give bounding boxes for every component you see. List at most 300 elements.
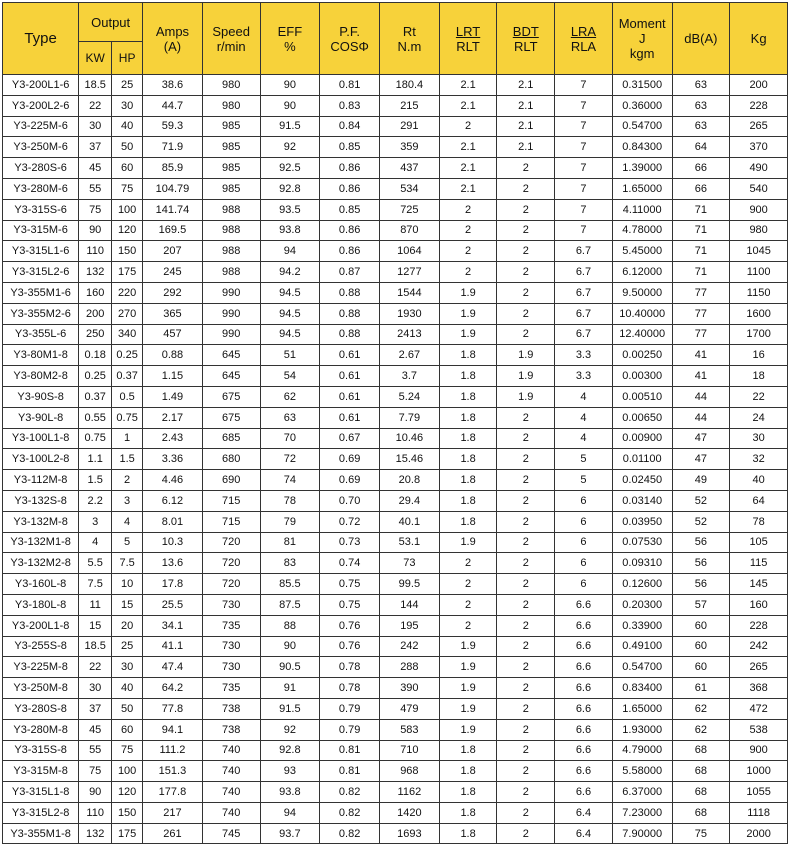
cell-db: 68 xyxy=(672,802,730,823)
cell-hp: 100 xyxy=(112,199,143,220)
cell-speed: 720 xyxy=(202,553,260,574)
cell-kg: 368 xyxy=(730,678,788,699)
cell-kg: 265 xyxy=(730,116,788,137)
cell-eff: 70 xyxy=(260,428,320,449)
cell-kw: 2.2 xyxy=(79,490,112,511)
cell-bdt: 2 xyxy=(497,449,555,470)
cell-type: Y3-315L2-8 xyxy=(3,802,79,823)
table-row xyxy=(3,116,788,137)
table-row xyxy=(3,490,788,511)
cell-eff: 78 xyxy=(260,490,320,511)
cell-kw: 11 xyxy=(79,594,112,615)
cell-speed: 985 xyxy=(202,158,260,179)
cell-speed: 720 xyxy=(202,532,260,553)
cell-lra: 6.4 xyxy=(555,823,613,844)
cell-amps: 94.1 xyxy=(143,719,203,740)
cell-amps: 4.46 xyxy=(143,470,203,491)
cell-hp: 120 xyxy=(112,220,143,241)
cell-kw: 18.5 xyxy=(79,636,112,657)
cell-speed: 740 xyxy=(202,761,260,782)
cell-amps: 85.9 xyxy=(143,158,203,179)
cell-kg: 228 xyxy=(730,95,788,116)
cell-lrt: 1.8 xyxy=(439,511,497,532)
cell-db: 71 xyxy=(672,262,730,283)
cell-moment: 6.37000 xyxy=(612,782,672,803)
cell-pf: 0.78 xyxy=(320,678,380,699)
cell-kw: 37 xyxy=(79,698,112,719)
cell-amps: 47.4 xyxy=(143,657,203,678)
cell-kg: 472 xyxy=(730,698,788,719)
cell-rt: 1064 xyxy=(380,241,440,262)
cell-eff: 93.5 xyxy=(260,199,320,220)
cell-hp: 30 xyxy=(112,95,143,116)
cell-bdt: 1.9 xyxy=(497,386,555,407)
cell-hp: 2 xyxy=(112,470,143,491)
cell-lra: 5 xyxy=(555,449,613,470)
cell-kg: 265 xyxy=(730,657,788,678)
cell-amps: 25.5 xyxy=(143,594,203,615)
cell-hp: 1 xyxy=(112,428,143,449)
cell-eff: 93.8 xyxy=(260,782,320,803)
cell-db: 62 xyxy=(672,698,730,719)
cell-eff: 54 xyxy=(260,366,320,387)
cell-kw: 37 xyxy=(79,137,112,158)
cell-db: 44 xyxy=(672,386,730,407)
cell-rt: 15.46 xyxy=(380,449,440,470)
cell-lrt: 2.1 xyxy=(439,75,497,96)
cell-type: Y3-132M2-8 xyxy=(3,553,79,574)
cell-moment: 9.50000 xyxy=(612,282,672,303)
cell-rt: 583 xyxy=(380,719,440,740)
table-row xyxy=(3,407,788,428)
cell-lrt: 1.8 xyxy=(439,802,497,823)
cell-bdt: 2 xyxy=(497,594,555,615)
cell-type: Y3-100L2-8 xyxy=(3,449,79,470)
cell-kw: 30 xyxy=(79,678,112,699)
cell-db: 68 xyxy=(672,782,730,803)
cell-pf: 0.61 xyxy=(320,386,380,407)
table-row xyxy=(3,823,788,844)
cell-lra: 7 xyxy=(555,199,613,220)
cell-bdt: 2 xyxy=(497,802,555,823)
cell-lra: 6.7 xyxy=(555,303,613,324)
cell-rt: 1277 xyxy=(380,262,440,283)
cell-eff: 94.5 xyxy=(260,324,320,345)
cell-bdt: 2 xyxy=(497,636,555,657)
cell-kw: 18.5 xyxy=(79,75,112,96)
cell-moment: 0.84300 xyxy=(612,137,672,158)
cell-amps: 177.8 xyxy=(143,782,203,803)
cell-type: Y3-355M1-8 xyxy=(3,823,79,844)
cell-eff: 79 xyxy=(260,511,320,532)
cell-rt: 1162 xyxy=(380,782,440,803)
cell-eff: 74 xyxy=(260,470,320,491)
cell-lra: 7 xyxy=(555,220,613,241)
cell-kg: 1055 xyxy=(730,782,788,803)
cell-db: 60 xyxy=(672,615,730,636)
cell-rt: 180.4 xyxy=(380,75,440,96)
cell-db: 52 xyxy=(672,511,730,532)
cell-moment: 0.03950 xyxy=(612,511,672,532)
cell-db: 41 xyxy=(672,345,730,366)
cell-amps: 71.9 xyxy=(143,137,203,158)
cell-moment: 7.90000 xyxy=(612,823,672,844)
cell-hp: 40 xyxy=(112,678,143,699)
table-row xyxy=(3,178,788,199)
cell-hp: 25 xyxy=(112,75,143,96)
cell-pf: 0.61 xyxy=(320,407,380,428)
cell-type: Y3-315M-8 xyxy=(3,761,79,782)
cell-hp: 220 xyxy=(112,282,143,303)
cell-speed: 988 xyxy=(202,199,260,220)
cell-hp: 5 xyxy=(112,532,143,553)
cell-lra: 5 xyxy=(555,470,613,491)
cell-kg: 24 xyxy=(730,407,788,428)
cell-kw: 90 xyxy=(79,220,112,241)
cell-bdt: 2 xyxy=(497,615,555,636)
cell-hp: 7.5 xyxy=(112,553,143,574)
cell-lrt: 2 xyxy=(439,262,497,283)
cell-amps: 104.79 xyxy=(143,178,203,199)
cell-moment: 4.11000 xyxy=(612,199,672,220)
cell-lra: 7 xyxy=(555,137,613,158)
cell-pf: 0.75 xyxy=(320,574,380,595)
cell-db: 56 xyxy=(672,532,730,553)
cell-rt: 10.46 xyxy=(380,428,440,449)
cell-kg: 1118 xyxy=(730,802,788,823)
cell-hp: 175 xyxy=(112,823,143,844)
cell-db: 68 xyxy=(672,761,730,782)
cell-amps: 64.2 xyxy=(143,678,203,699)
cell-lrt: 1.9 xyxy=(439,636,497,657)
cell-kg: 900 xyxy=(730,740,788,761)
cell-kg: 64 xyxy=(730,490,788,511)
cell-type: Y3-90L-8 xyxy=(3,407,79,428)
cell-pf: 0.67 xyxy=(320,428,380,449)
cell-moment: 0.12600 xyxy=(612,574,672,595)
cell-moment: 0.54700 xyxy=(612,657,672,678)
cell-rt: 534 xyxy=(380,178,440,199)
cell-eff: 92 xyxy=(260,137,320,158)
cell-type: Y3-160L-8 xyxy=(3,574,79,595)
cell-kg: 980 xyxy=(730,220,788,241)
cell-rt: 1420 xyxy=(380,802,440,823)
cell-type: Y3-225M-8 xyxy=(3,657,79,678)
cell-moment: 1.65000 xyxy=(612,698,672,719)
cell-rt: 195 xyxy=(380,615,440,636)
cell-speed: 740 xyxy=(202,782,260,803)
cell-kg: 900 xyxy=(730,199,788,220)
cell-kg: 22 xyxy=(730,386,788,407)
cell-pf: 0.88 xyxy=(320,324,380,345)
cell-rt: 242 xyxy=(380,636,440,657)
cell-kg: 160 xyxy=(730,594,788,615)
cell-kw: 0.37 xyxy=(79,386,112,407)
cell-eff: 92.5 xyxy=(260,158,320,179)
cell-hp: 100 xyxy=(112,761,143,782)
cell-bdt: 2 xyxy=(497,761,555,782)
cell-bdt: 2 xyxy=(497,823,555,844)
cell-kw: 0.18 xyxy=(79,345,112,366)
cell-bdt: 2 xyxy=(497,178,555,199)
cell-rt: 20.8 xyxy=(380,470,440,491)
cell-kw: 132 xyxy=(79,823,112,844)
cell-moment: 1.39000 xyxy=(612,158,672,179)
cell-type: Y3-250M-6 xyxy=(3,137,79,158)
table-row xyxy=(3,220,788,241)
header-kg: Kg xyxy=(730,3,788,75)
cell-rt: 390 xyxy=(380,678,440,699)
header-amps-label: Amps xyxy=(155,23,190,39)
header-moment xyxy=(612,3,672,75)
cell-speed: 685 xyxy=(202,428,260,449)
cell-hp: 0.5 xyxy=(112,386,143,407)
cell-db: 61 xyxy=(672,678,730,699)
cell-lra: 6.6 xyxy=(555,636,613,657)
header-eff-label: EFF xyxy=(277,23,303,39)
cell-pf: 0.88 xyxy=(320,303,380,324)
cell-kw: 4 xyxy=(79,532,112,553)
cell-speed: 988 xyxy=(202,220,260,241)
cell-bdt: 2 xyxy=(497,428,555,449)
cell-pf: 0.81 xyxy=(320,761,380,782)
cell-speed: 980 xyxy=(202,75,260,96)
cell-type: Y3-315S-8 xyxy=(3,740,79,761)
cell-eff: 81 xyxy=(260,532,320,553)
header-lrt-denominator: RLT xyxy=(456,38,480,54)
cell-pf: 0.86 xyxy=(320,241,380,262)
cell-db: 63 xyxy=(672,95,730,116)
header-kw: KW xyxy=(79,42,112,75)
cell-amps: 0.88 xyxy=(143,345,203,366)
header-moment-unit: kgm xyxy=(629,46,655,61)
cell-amps: 6.12 xyxy=(143,490,203,511)
cell-bdt: 2.1 xyxy=(497,116,555,137)
cell-eff: 90 xyxy=(260,636,320,657)
cell-speed: 680 xyxy=(202,449,260,470)
cell-hp: 25 xyxy=(112,636,143,657)
cell-kw: 55 xyxy=(79,178,112,199)
cell-lrt: 2 xyxy=(439,574,497,595)
cell-db: 77 xyxy=(672,282,730,303)
cell-pf: 0.81 xyxy=(320,75,380,96)
table-row xyxy=(3,324,788,345)
cell-bdt: 2 xyxy=(497,470,555,491)
cell-amps: 169.5 xyxy=(143,220,203,241)
cell-moment: 7.23000 xyxy=(612,802,672,823)
cell-amps: 365 xyxy=(143,303,203,324)
cell-moment: 0.36000 xyxy=(612,95,672,116)
cell-type: Y3-315L2-6 xyxy=(3,262,79,283)
cell-bdt: 2 xyxy=(497,407,555,428)
cell-type: Y3-315M-6 xyxy=(3,220,79,241)
cell-amps: 292 xyxy=(143,282,203,303)
header-pf-label: P.F. xyxy=(339,23,360,39)
cell-kg: 1600 xyxy=(730,303,788,324)
table-row xyxy=(3,615,788,636)
cell-db: 56 xyxy=(672,574,730,595)
cell-db: 64 xyxy=(672,137,730,158)
header-hp: HP xyxy=(112,42,143,75)
header-speed-unit: r/min xyxy=(216,38,246,54)
cell-amps: 245 xyxy=(143,262,203,283)
cell-moment: 0.00300 xyxy=(612,366,672,387)
cell-bdt: 2 xyxy=(497,574,555,595)
cell-rt: 3.7 xyxy=(380,366,440,387)
cell-amps: 457 xyxy=(143,324,203,345)
cell-eff: 94.5 xyxy=(260,282,320,303)
cell-pf: 0.85 xyxy=(320,199,380,220)
cell-kw: 15 xyxy=(79,615,112,636)
cell-amps: 207 xyxy=(143,241,203,262)
cell-rt: 40.1 xyxy=(380,511,440,532)
cell-type: Y3-280S-6 xyxy=(3,158,79,179)
cell-speed: 730 xyxy=(202,636,260,657)
cell-type: Y3-355M1-6 xyxy=(3,282,79,303)
table-row xyxy=(3,386,788,407)
header-bdt-denominator: RLT xyxy=(513,38,538,54)
cell-lra: 7 xyxy=(555,75,613,96)
cell-kg: 105 xyxy=(730,532,788,553)
cell-kw: 0.55 xyxy=(79,407,112,428)
table-row xyxy=(3,241,788,262)
cell-speed: 675 xyxy=(202,386,260,407)
cell-amps: 141.74 xyxy=(143,199,203,220)
cell-lra: 6.6 xyxy=(555,657,613,678)
cell-moment: 0.02450 xyxy=(612,470,672,491)
cell-eff: 92.8 xyxy=(260,178,320,199)
table-body xyxy=(3,75,788,844)
cell-lra: 6.6 xyxy=(555,594,613,615)
cell-hp: 120 xyxy=(112,782,143,803)
cell-eff: 94.2 xyxy=(260,262,320,283)
cell-lra: 6.6 xyxy=(555,782,613,803)
cell-speed: 715 xyxy=(202,490,260,511)
cell-eff: 87.5 xyxy=(260,594,320,615)
cell-db: 77 xyxy=(672,324,730,345)
cell-rt: 710 xyxy=(380,740,440,761)
cell-amps: 261 xyxy=(143,823,203,844)
cell-kw: 75 xyxy=(79,199,112,220)
cell-amps: 34.1 xyxy=(143,615,203,636)
cell-type: Y3-180L-8 xyxy=(3,594,79,615)
cell-bdt: 1.9 xyxy=(497,345,555,366)
cell-speed: 715 xyxy=(202,511,260,532)
motor-spec-table xyxy=(2,2,788,844)
cell-pf: 0.76 xyxy=(320,636,380,657)
cell-pf: 0.61 xyxy=(320,345,380,366)
cell-lrt: 2.1 xyxy=(439,137,497,158)
cell-lra: 6.7 xyxy=(555,324,613,345)
cell-type: Y3-80M2-8 xyxy=(3,366,79,387)
cell-moment: 0.00650 xyxy=(612,407,672,428)
cell-lra: 6 xyxy=(555,532,613,553)
cell-moment: 0.01100 xyxy=(612,449,672,470)
cell-lra: 6.6 xyxy=(555,678,613,699)
table-header xyxy=(3,3,788,75)
cell-hp: 0.37 xyxy=(112,366,143,387)
cell-lrt: 1.9 xyxy=(439,698,497,719)
cell-lra: 7 xyxy=(555,95,613,116)
cell-eff: 91 xyxy=(260,678,320,699)
cell-speed: 735 xyxy=(202,678,260,699)
cell-kg: 145 xyxy=(730,574,788,595)
cell-db: 66 xyxy=(672,178,730,199)
cell-speed: 730 xyxy=(202,594,260,615)
cell-moment: 5.45000 xyxy=(612,241,672,262)
cell-eff: 93.8 xyxy=(260,220,320,241)
cell-type: Y3-80M1-8 xyxy=(3,345,79,366)
table-row xyxy=(3,657,788,678)
cell-eff: 91.5 xyxy=(260,698,320,719)
cell-hp: 4 xyxy=(112,511,143,532)
cell-bdt: 2 xyxy=(497,262,555,283)
cell-amps: 1.49 xyxy=(143,386,203,407)
cell-lrt: 1.9 xyxy=(439,678,497,699)
cell-kw: 90 xyxy=(79,782,112,803)
cell-lrt: 1.8 xyxy=(439,428,497,449)
cell-bdt: 2 xyxy=(497,553,555,574)
cell-kg: 538 xyxy=(730,719,788,740)
cell-eff: 62 xyxy=(260,386,320,407)
cell-speed: 735 xyxy=(202,615,260,636)
cell-kg: 1100 xyxy=(730,262,788,283)
cell-kw: 1.5 xyxy=(79,470,112,491)
cell-amps: 111.2 xyxy=(143,740,203,761)
cell-pf: 0.69 xyxy=(320,449,380,470)
cell-kw: 22 xyxy=(79,95,112,116)
cell-kw: 0.75 xyxy=(79,428,112,449)
cell-rt: 53.1 xyxy=(380,532,440,553)
cell-moment: 1.65000 xyxy=(612,178,672,199)
cell-speed: 990 xyxy=(202,303,260,324)
cell-pf: 0.79 xyxy=(320,698,380,719)
cell-lra: 6 xyxy=(555,574,613,595)
cell-bdt: 2 xyxy=(497,303,555,324)
cell-pf: 0.73 xyxy=(320,532,380,553)
table-row xyxy=(3,782,788,803)
cell-speed: 988 xyxy=(202,262,260,283)
cell-hp: 75 xyxy=(112,178,143,199)
cell-type: Y3-315L1-6 xyxy=(3,241,79,262)
cell-rt: 2.67 xyxy=(380,345,440,366)
table-row xyxy=(3,802,788,823)
cell-moment: 6.12000 xyxy=(612,262,672,283)
cell-speed: 740 xyxy=(202,802,260,823)
cell-type: Y3-280M-8 xyxy=(3,719,79,740)
cell-type: Y3-132M-8 xyxy=(3,511,79,532)
cell-eff: 92 xyxy=(260,719,320,740)
cell-db: 60 xyxy=(672,657,730,678)
cell-kg: 78 xyxy=(730,511,788,532)
cell-rt: 99.5 xyxy=(380,574,440,595)
table-row xyxy=(3,75,788,96)
cell-speed: 675 xyxy=(202,407,260,428)
cell-type: Y3-200L1-8 xyxy=(3,615,79,636)
cell-rt: 725 xyxy=(380,199,440,220)
cell-hp: 150 xyxy=(112,802,143,823)
cell-rt: 1544 xyxy=(380,282,440,303)
table-row xyxy=(3,470,788,491)
header-bdt-numerator: BDT xyxy=(512,23,539,39)
cell-lra: 6.6 xyxy=(555,615,613,636)
cell-type: Y3-200L2-6 xyxy=(3,95,79,116)
cell-lra: 6.6 xyxy=(555,740,613,761)
cell-hp: 75 xyxy=(112,740,143,761)
cell-moment: 10.40000 xyxy=(612,303,672,324)
cell-pf: 0.72 xyxy=(320,511,380,532)
table-row xyxy=(3,303,788,324)
